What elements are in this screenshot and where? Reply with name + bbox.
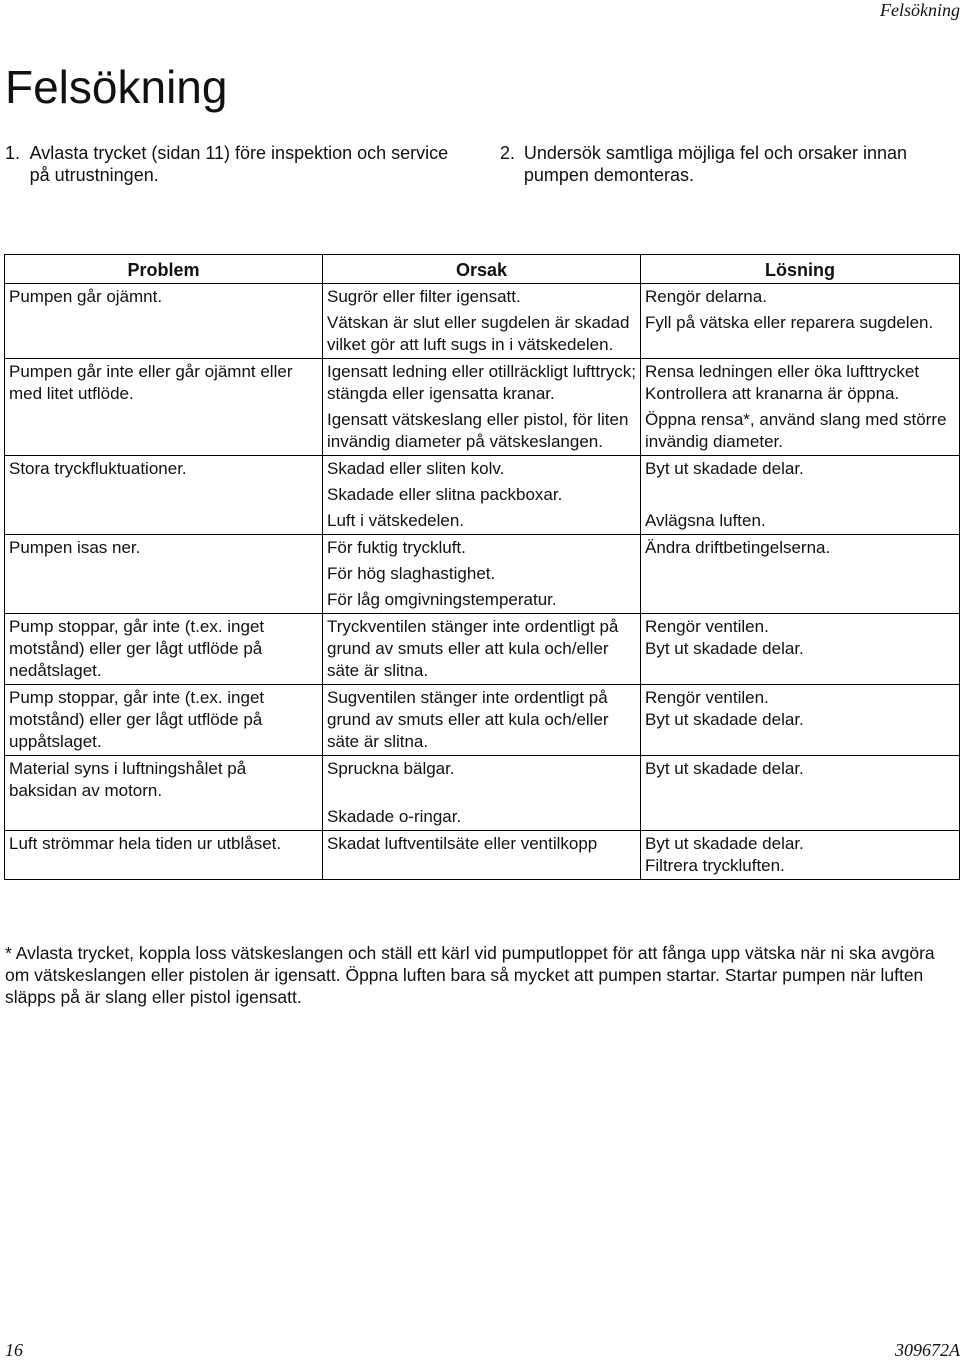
cell-solution xyxy=(641,587,960,614)
step-2 xyxy=(500,142,940,186)
cell-cause: Luft i vätskedelen. xyxy=(323,508,641,535)
cell-cause: Tryckventilen stänger inte ordentligt på grund av smuts eller att kula och/eller säte är slitna. xyxy=(323,614,641,685)
cell-solution xyxy=(641,561,960,587)
cell-problem: Pumpen går inte eller går ojämnt eller med litet utflöde. xyxy=(5,359,323,408)
column-header-problem: Problem xyxy=(5,255,323,284)
table-row xyxy=(5,561,960,587)
cell-cause: Skadat luftventilsäte eller ventilkopp xyxy=(323,831,641,880)
cell-solution: Rensa ledningen eller öka lufttrycket Kontrollera att kranarna är öppna. xyxy=(641,359,960,408)
table-header-row xyxy=(5,255,960,284)
footnote: * Avlasta trycket, koppla loss vätskeslangen och ställ ett kärl vid pumputloppet för att fånga upp vätska när ni ska avgöra om vätskeslangen eller pistolen är igensatt. Öppna luften bara så mycket att pumpen startar. Startar pumpen när luften släpps på är slang eller pistol igensatt. xyxy=(5,943,935,1007)
step-2-text: Undersök samtliga möjliga fel och orsaker innan pumpen demonteras. xyxy=(523,143,908,185)
table-row xyxy=(5,587,960,614)
cell-problem: Luft strömmar hela tiden ur utblåset. xyxy=(5,831,323,880)
cell-cause: Skadade eller slitna packboxar. xyxy=(323,482,641,508)
cell-solution: Byt ut skadade delar. xyxy=(641,456,960,483)
table-row xyxy=(5,804,960,831)
column-header-solution: Lösning xyxy=(641,255,960,284)
cell-problem xyxy=(5,561,323,587)
cell-problem: Stora tryckfluktuationer. xyxy=(5,456,323,483)
cell-solution: Fyll på vätska eller reparera sugdelen. xyxy=(641,310,960,359)
troubleshooting-table xyxy=(4,254,960,880)
table-body xyxy=(5,284,960,880)
cell-cause: Skadad eller sliten kolv. xyxy=(323,456,641,483)
table-row xyxy=(5,614,960,685)
cell-cause: Vätskan är slut eller sugdelen är skadad vilket gör att luft sugs in i vätskedelen. xyxy=(323,310,641,359)
table-row xyxy=(5,508,960,535)
cell-solution: Byt ut skadade delar. Filtrera tryckluften. xyxy=(641,831,960,880)
document-id: 309672A xyxy=(895,1340,960,1360)
cell-solution: Öppna rensa*, använd slang med större invändig diameter. xyxy=(641,407,960,456)
cell-problem: Pumpen isas ner. xyxy=(5,535,323,562)
table-row xyxy=(5,310,960,359)
cell-problem xyxy=(5,587,323,614)
table-row xyxy=(5,756,960,805)
cell-solution: Rengör ventilen. Byt ut skadade delar. xyxy=(641,685,960,756)
cell-problem xyxy=(5,482,323,508)
table-row xyxy=(5,482,960,508)
cell-cause: För hög slaghastighet. xyxy=(323,561,641,587)
table-row xyxy=(5,456,960,483)
cell-cause: Sugventilen stänger inte ordentligt på grund av smuts eller att kula och/eller säte är slitna. xyxy=(323,685,641,756)
cell-solution: Ändra driftbetingelserna. xyxy=(641,535,960,562)
table-row xyxy=(5,685,960,756)
column-header-cause: Orsak xyxy=(323,255,641,284)
table-row xyxy=(5,359,960,408)
cell-cause: För fuktig tryckluft. xyxy=(323,535,641,562)
cell-cause: För låg omgivningstemperatur. xyxy=(323,587,641,614)
cell-problem: Material syns i luftningshålet på baksidan av motorn. xyxy=(5,756,323,805)
cell-problem xyxy=(5,508,323,535)
cell-cause: Skadade o-ringar. xyxy=(323,804,641,831)
table-row xyxy=(5,535,960,562)
table-row xyxy=(5,831,960,880)
cell-cause: Sugrör eller filter igensatt. xyxy=(323,284,641,311)
cell-cause: Igensatt ledning eller otillräckligt lufttryck; stängda eller igensatta kranar. xyxy=(323,359,641,408)
cell-solution: Avlägsna luften. xyxy=(641,508,960,535)
page-number: 16 xyxy=(5,1340,23,1360)
cell-solution xyxy=(641,482,960,508)
cell-cause: Igensatt vätskeslang eller pistol, för liten invändig diameter på vätskeslangen. xyxy=(323,407,641,456)
cell-problem: Pumpen går ojämnt. xyxy=(5,284,323,311)
cell-problem: Pump stoppar, går inte (t.ex. inget motstånd) eller ger lågt utflöde på uppåtslaget. xyxy=(5,685,323,756)
cell-problem xyxy=(5,804,323,831)
cell-solution: Rengör delarna. xyxy=(641,284,960,311)
cell-problem xyxy=(5,310,323,359)
cell-solution xyxy=(641,804,960,831)
page-title: Felsökning xyxy=(5,61,228,113)
running-header: Felsökning xyxy=(880,0,960,20)
cell-problem: Pump stoppar, går inte (t.ex. inget motstånd) eller ger lågt utflöde på nedåtslaget. xyxy=(5,614,323,685)
cell-cause: Spruckna bälgar. xyxy=(323,756,641,805)
cell-problem xyxy=(5,407,323,456)
step-2-number: 2. xyxy=(500,143,516,163)
step-1 xyxy=(5,142,455,186)
step-1-text: Avlasta trycket (sidan 11) före inspektion och service på utrustningen. xyxy=(29,143,449,185)
table-row xyxy=(5,407,960,456)
cell-solution: Rengör ventilen. Byt ut skadade delar. xyxy=(641,614,960,685)
cell-solution: Byt ut skadade delar. xyxy=(641,756,960,805)
step-1-number: 1. xyxy=(5,143,21,163)
table-row xyxy=(5,284,960,311)
